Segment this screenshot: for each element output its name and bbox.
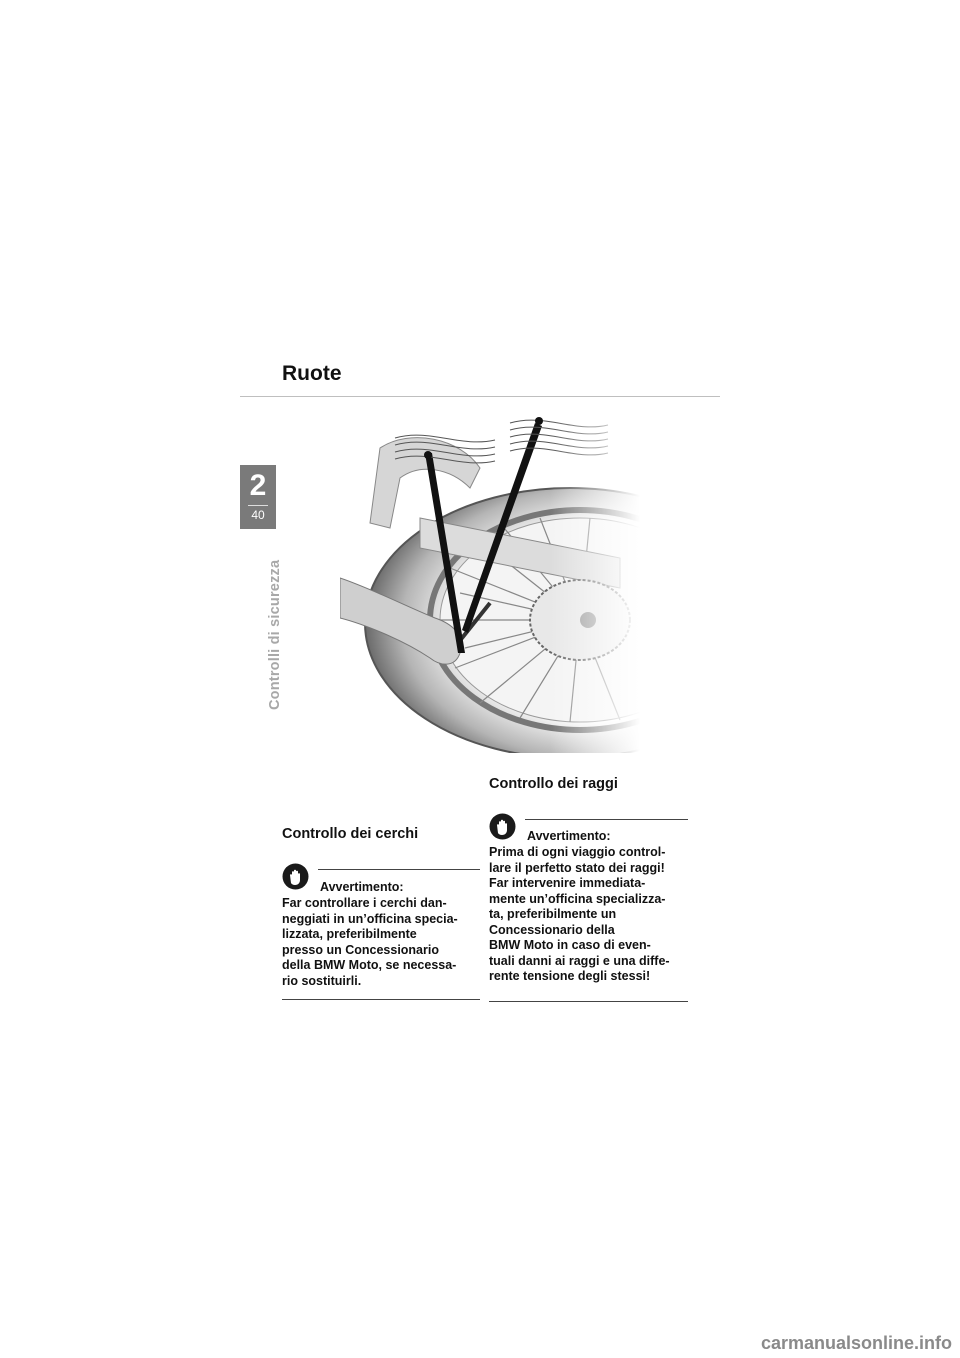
warning-line: Concessionario della [489, 922, 615, 937]
chapter-tab [240, 465, 276, 529]
chapter-divider [248, 505, 268, 506]
rim-warning-text [282, 896, 458, 989]
chapter-number: 2 [249, 469, 267, 502]
warning-line: rio sostituirli. [282, 973, 362, 988]
warning-line: Far intervenire immediata- [489, 876, 646, 890]
page-number: 40 [251, 508, 265, 522]
footer-watermark: carmanualsonline.info [760, 1333, 952, 1353]
warning-hand-icon [282, 863, 309, 890]
warning-label: Avvertimento: [320, 880, 404, 894]
warning-bottom-rule [489, 1001, 688, 1002]
warning-line: neggiati in un’officina specia- [282, 911, 458, 926]
warning-label: Avvertimento: [527, 829, 611, 843]
page-title: Ruote [282, 362, 342, 385]
chapter-side-label: Controlli di sicurezza [267, 559, 283, 710]
warning-line: ta, preferibilmente un [489, 907, 617, 921]
warning-line: lare il perfetto stato dei raggi! [489, 860, 665, 875]
wheel-illustration [340, 408, 640, 753]
warning-line: Far controllare i cerchi dan- [282, 896, 447, 910]
warning-line: lizzata, preferibilmente [282, 927, 417, 941]
warning-line: rente tensione degli stessi! [489, 969, 651, 983]
warning-line: presso un Concessionario [282, 942, 439, 957]
warning-line: Prima di ogni viaggio control- [489, 845, 666, 859]
warning-hand-icon [489, 813, 516, 840]
title-divider [240, 396, 720, 397]
warning-top-rule [318, 869, 480, 870]
warning-line: tuali danni ai raggi e una diffe- [489, 953, 670, 968]
warning-line: della BMW Moto, se necessa- [282, 958, 457, 972]
warning-bottom-rule [282, 999, 480, 1000]
warning-line: mente un’officina specializza- [489, 891, 666, 906]
warning-line: BMW Moto in caso di even- [489, 938, 651, 952]
spoke-check-title: Controllo dei raggi [489, 776, 618, 792]
spoke-warning-text [489, 845, 670, 985]
warning-top-rule [525, 819, 688, 820]
rim-check-title: Controllo dei cerchi [282, 826, 419, 842]
